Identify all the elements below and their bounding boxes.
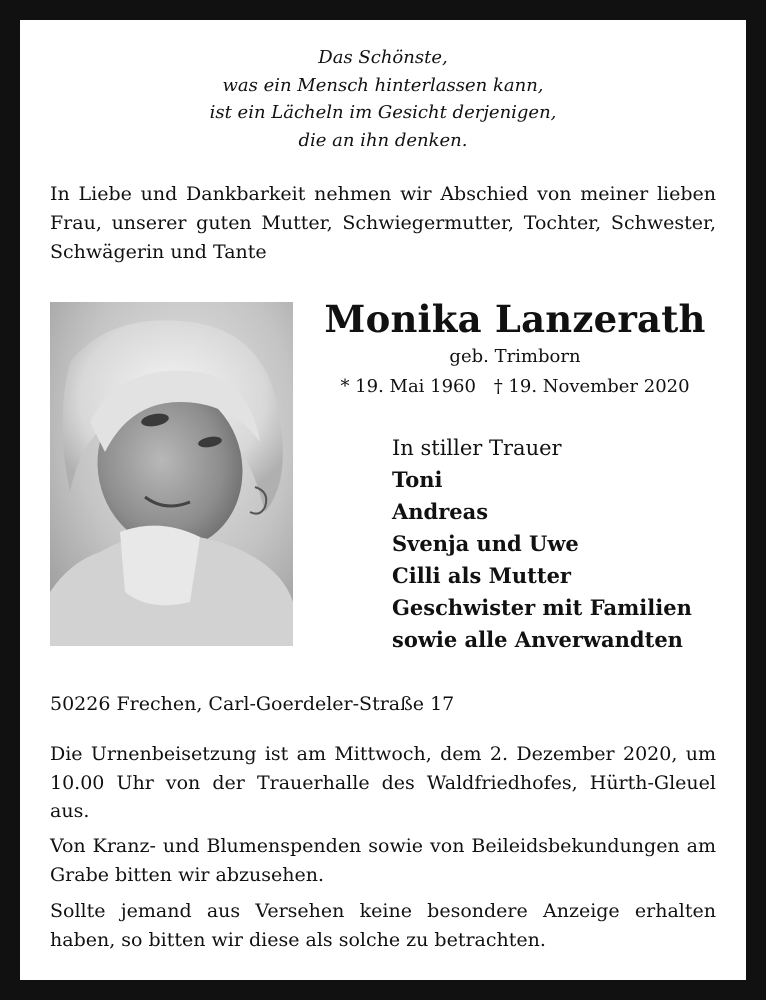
mourner-name: Geschwister mit Familien [392,595,692,620]
poem-line: Das Schönste, [318,47,448,68]
address: 50226 Frechen, Carl-Goerdeler-Straße 17 [50,693,455,715]
mourners-list [392,432,752,656]
mourner-name: Toni [392,467,443,492]
maiden-name: geb. Trimborn [449,346,581,367]
death-date: † 19. November 2020 [493,376,690,397]
mourner-name: Andreas [392,499,489,524]
poem-line: was ein Mensch hinterlassen kann, [222,74,544,96]
mourner-name: sowie alle Anverwandten [392,627,683,652]
name-block [315,296,715,402]
poem-line: die an ihn denken. [298,129,468,151]
poem-line: ist ein Lächeln im Gesicht derjenigen, [209,102,557,123]
funeral-notice: Die Urnenbeisetzung ist am Mittwoch, dem 2. Dezember 2020, um 10.00 Uhr von der Trauerhalle des Waldfriedhofes, Hürth-Gleuel aus. [50,743,716,822]
portrait-photo [50,302,293,646]
birth-date: * 19. Mai 1960 [340,376,476,397]
deceased-name: Monika Lanzerath [324,297,706,341]
mourners-lead: In stiller Trauer [392,436,562,460]
mourner-name: Cilli als Mutter [392,563,571,588]
poem [20,44,746,154]
mourner-name: Svenja und Uwe [392,531,579,556]
intro-text: In Liebe und Dankbarkeit nehmen wir Abschied von meiner lieben Frau, unserer guten Mutter, Schwiegermutter, Tochter, Schwester, Schwägerin und Tante [50,183,716,263]
flowers-notice: Von Kranz- und Blumenspenden sowie von Beileidsbekundungen am Grabe bitten wir abzusehen. [50,835,716,886]
obituary-card [18,18,748,982]
life-dates [315,372,715,402]
announcement-notice: Sollte jemand aus Versehen keine besondere Anzeige erhalten haben, so bitten wir diese als solche zu betrachten. [50,900,716,951]
portrait-image [50,302,293,646]
